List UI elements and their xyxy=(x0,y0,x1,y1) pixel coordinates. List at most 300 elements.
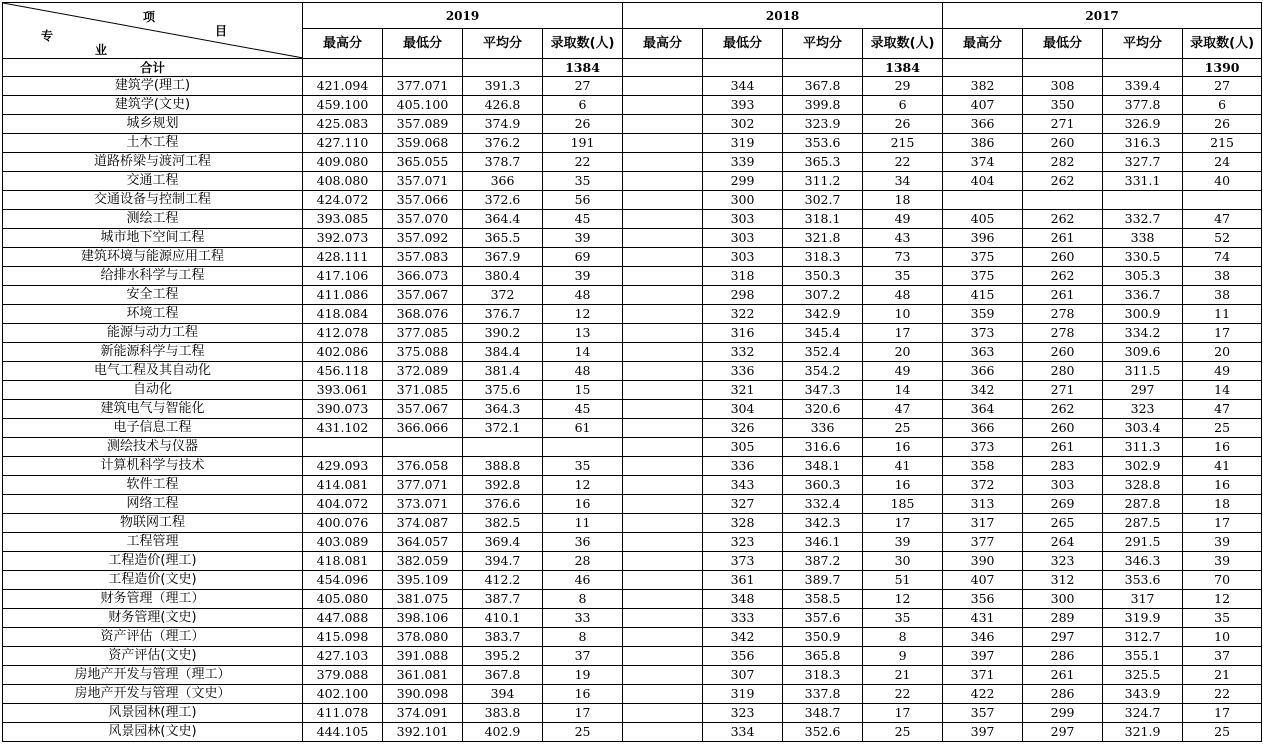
score-cell xyxy=(623,362,703,381)
score-cell: 305 xyxy=(703,438,783,457)
score-cell: 6 xyxy=(1183,96,1262,115)
score-cell: 336 xyxy=(703,362,783,381)
score-cell: 350.9 xyxy=(783,628,863,647)
score-cell: 323 xyxy=(703,704,783,723)
score-cell: 373 xyxy=(703,552,783,571)
score-cell: 262 xyxy=(1023,172,1103,191)
score-cell: 373 xyxy=(943,324,1023,343)
score-cell: 260 xyxy=(1023,134,1103,153)
score-cell: 18 xyxy=(1183,495,1262,514)
score-cell xyxy=(463,438,543,457)
score-cell: 328 xyxy=(703,514,783,533)
score-cell: 427.110 xyxy=(303,134,383,153)
score-cell: 302.7 xyxy=(783,191,863,210)
score-cell: 367.9 xyxy=(463,248,543,267)
major-name: 电气工程及其自动化 xyxy=(3,362,303,381)
score-cell: 318.3 xyxy=(783,666,863,685)
score-cell: 17 xyxy=(863,514,943,533)
score-cell: 16 xyxy=(863,438,943,457)
score-cell: 319 xyxy=(703,685,783,704)
score-cell: 359 xyxy=(943,305,1023,324)
score-cell: 37 xyxy=(543,647,623,666)
score-cell: 16 xyxy=(543,495,623,514)
score-cell: 360.3 xyxy=(783,476,863,495)
score-cell xyxy=(623,343,703,362)
score-cell: 11 xyxy=(543,514,623,533)
table-row xyxy=(3,96,1262,115)
table-row xyxy=(3,191,1262,210)
score-cell: 16 xyxy=(1183,476,1262,495)
admission-scores-table xyxy=(2,2,1262,742)
score-cell xyxy=(623,552,703,571)
score-cell: 39 xyxy=(1183,533,1262,552)
score-cell: 327.7 xyxy=(1103,153,1183,172)
score-cell: 12 xyxy=(543,305,623,324)
score-cell: 39 xyxy=(1183,552,1262,571)
score-cell: 431 xyxy=(943,609,1023,628)
score-cell: 278 xyxy=(1023,305,1103,324)
score-cell: 374.091 xyxy=(383,704,463,723)
score-cell: 49 xyxy=(1183,362,1262,381)
score-cell: 429.093 xyxy=(303,457,383,476)
score-cell xyxy=(623,609,703,628)
score-cell xyxy=(623,514,703,533)
major-name: 土木工程 xyxy=(3,134,303,153)
score-cell: 428.111 xyxy=(303,248,383,267)
score-cell: 372 xyxy=(943,476,1023,495)
score-cell: 333 xyxy=(703,609,783,628)
score-cell: 338 xyxy=(1103,229,1183,248)
table-row xyxy=(3,552,1262,571)
score-cell: 414.081 xyxy=(303,476,383,495)
score-cell: 366.073 xyxy=(383,267,463,286)
score-cell: 25 xyxy=(1183,419,1262,438)
score-cell: 10 xyxy=(863,305,943,324)
score-cell: 12 xyxy=(543,476,623,495)
major-name: 财务管理(文史) xyxy=(3,609,303,628)
score-cell: 344 xyxy=(703,77,783,96)
score-cell: 382 xyxy=(943,77,1023,96)
score-cell: 410.1 xyxy=(463,609,543,628)
score-cell: 337.8 xyxy=(783,685,863,704)
major-name: 计算机科学与技术 xyxy=(3,457,303,476)
score-cell: 324.7 xyxy=(1103,704,1183,723)
col-header-max-2018: 最高分 xyxy=(623,29,703,59)
score-cell: 342 xyxy=(943,381,1023,400)
score-cell: 377.071 xyxy=(383,77,463,96)
score-cell: 26 xyxy=(863,115,943,134)
score-cell: 261 xyxy=(1023,286,1103,305)
score-cell: 323 xyxy=(703,533,783,552)
score-cell: 332.4 xyxy=(783,495,863,514)
score-cell: 339.4 xyxy=(1103,77,1183,96)
score-cell xyxy=(623,685,703,704)
col-header-avg-2019: 平均分 xyxy=(463,29,543,59)
score-cell: 348.1 xyxy=(783,457,863,476)
score-cell: 74 xyxy=(1183,248,1262,267)
score-cell: 326 xyxy=(703,419,783,438)
score-cell: 33 xyxy=(543,609,623,628)
major-name: 工程造价(文史) xyxy=(3,571,303,590)
score-cell: 364.057 xyxy=(383,533,463,552)
score-cell: 287.8 xyxy=(1103,495,1183,514)
score-cell: 358.5 xyxy=(783,590,863,609)
table-row xyxy=(3,153,1262,172)
score-cell: 321.8 xyxy=(783,229,863,248)
score-cell: 11 xyxy=(1183,305,1262,324)
score-cell: 51 xyxy=(863,571,943,590)
score-cell: 312.7 xyxy=(1103,628,1183,647)
score-cell: 17 xyxy=(1183,514,1262,533)
score-cell: 375.6 xyxy=(463,381,543,400)
score-cell: 17 xyxy=(543,704,623,723)
score-cell: 353.6 xyxy=(1103,571,1183,590)
score-cell: 49 xyxy=(863,362,943,381)
table-row xyxy=(3,77,1262,96)
score-cell: 48 xyxy=(543,286,623,305)
score-cell xyxy=(1183,191,1262,210)
score-cell: 25 xyxy=(863,723,943,742)
table-row xyxy=(3,267,1262,286)
score-cell: 262 xyxy=(1023,400,1103,419)
score-cell: 372.089 xyxy=(383,362,463,381)
score-cell: 402.9 xyxy=(463,723,543,742)
score-cell: 392.073 xyxy=(303,229,383,248)
score-cell xyxy=(623,115,703,134)
score-cell: 348.7 xyxy=(783,704,863,723)
score-cell: 39 xyxy=(543,267,623,286)
score-cell: 302 xyxy=(703,115,783,134)
score-cell: 397 xyxy=(943,723,1023,742)
score-cell: 27 xyxy=(1183,77,1262,96)
score-cell: 386 xyxy=(943,134,1023,153)
score-cell: 299 xyxy=(703,172,783,191)
table-row xyxy=(3,172,1262,191)
score-cell: 447.088 xyxy=(303,609,383,628)
score-cell: 8 xyxy=(863,628,943,647)
score-cell: 261 xyxy=(1023,438,1103,457)
score-cell: 35 xyxy=(543,457,623,476)
score-cell: 289 xyxy=(1023,609,1103,628)
score-cell: 353.6 xyxy=(783,134,863,153)
score-cell: 427.103 xyxy=(303,647,383,666)
score-cell: 346.3 xyxy=(1103,552,1183,571)
score-cell: 308 xyxy=(1023,77,1103,96)
score-cell: 70 xyxy=(1183,571,1262,590)
score-cell: 374.087 xyxy=(383,514,463,533)
score-cell xyxy=(623,210,703,229)
score-cell: 354.2 xyxy=(783,362,863,381)
score-cell: 26 xyxy=(1183,115,1262,134)
table-row xyxy=(3,647,1262,666)
total-count-2019: 1384 xyxy=(543,59,623,77)
score-cell: 382.5 xyxy=(463,514,543,533)
score-cell: 36 xyxy=(543,533,623,552)
score-cell: 41 xyxy=(863,457,943,476)
total-label: 合计 xyxy=(3,59,303,77)
score-cell: 261 xyxy=(1023,666,1103,685)
score-cell xyxy=(623,153,703,172)
score-cell: 343 xyxy=(703,476,783,495)
score-cell: 403.089 xyxy=(303,533,383,552)
score-cell: 364 xyxy=(943,400,1023,419)
score-cell: 300 xyxy=(703,191,783,210)
score-cell: 215 xyxy=(863,134,943,153)
col-header-max-2017: 最高分 xyxy=(943,29,1023,59)
score-cell: 384.4 xyxy=(463,343,543,362)
major-name: 能源与动力工程 xyxy=(3,324,303,343)
score-cell: 311.2 xyxy=(783,172,863,191)
score-cell: 185 xyxy=(863,495,943,514)
score-cell: 269 xyxy=(1023,495,1103,514)
major-name: 软件工程 xyxy=(3,476,303,495)
major-name: 建筑学(理工) xyxy=(3,77,303,96)
score-cell: 405 xyxy=(943,210,1023,229)
score-cell: 407 xyxy=(943,571,1023,590)
score-cell: 317 xyxy=(943,514,1023,533)
score-cell: 408.080 xyxy=(303,172,383,191)
table-row xyxy=(3,723,1262,742)
score-cell: 404.072 xyxy=(303,495,383,514)
score-cell: 411.078 xyxy=(303,704,383,723)
score-cell: 394 xyxy=(463,685,543,704)
score-cell: 319.9 xyxy=(1103,609,1183,628)
score-cell: 56 xyxy=(543,191,623,210)
score-cell: 366 xyxy=(943,362,1023,381)
table-row xyxy=(3,400,1262,419)
score-cell: 454.096 xyxy=(303,571,383,590)
score-cell: 52 xyxy=(1183,229,1262,248)
score-cell: 323 xyxy=(1023,552,1103,571)
score-cell: 318.1 xyxy=(783,210,863,229)
major-name: 建筑学(文史) xyxy=(3,96,303,115)
major-name: 财务管理（理工） xyxy=(3,590,303,609)
score-cell: 6 xyxy=(863,96,943,115)
score-cell: 339 xyxy=(703,153,783,172)
score-cell xyxy=(623,571,703,590)
score-cell: 10 xyxy=(1183,628,1262,647)
score-cell: 346 xyxy=(943,628,1023,647)
col-header-min-2017: 最低分 xyxy=(1023,29,1103,59)
score-cell: 417.106 xyxy=(303,267,383,286)
score-cell: 375 xyxy=(943,248,1023,267)
score-cell: 365.8 xyxy=(783,647,863,666)
score-cell xyxy=(623,134,703,153)
score-cell: 304 xyxy=(703,400,783,419)
score-cell: 16 xyxy=(1183,438,1262,457)
score-cell: 271 xyxy=(1023,381,1103,400)
score-cell: 316.3 xyxy=(1103,134,1183,153)
table-row xyxy=(3,609,1262,628)
score-cell xyxy=(543,438,623,457)
major-name: 建筑电气与智能化 xyxy=(3,400,303,419)
table-row xyxy=(3,514,1262,533)
table-row xyxy=(3,362,1262,381)
table-row xyxy=(3,286,1262,305)
score-cell: 390.2 xyxy=(463,324,543,343)
major-name: 建筑环境与能源应用工程 xyxy=(3,248,303,267)
score-cell: 418.084 xyxy=(303,305,383,324)
score-cell: 415.098 xyxy=(303,628,383,647)
score-cell: 331.1 xyxy=(1103,172,1183,191)
major-name: 交通设备与控制工程 xyxy=(3,191,303,210)
score-cell: 342.3 xyxy=(783,514,863,533)
score-cell: 14 xyxy=(543,343,623,362)
score-cell: 332 xyxy=(703,343,783,362)
col-header-avg-2018: 平均分 xyxy=(783,29,863,59)
score-cell: 278 xyxy=(1023,324,1103,343)
major-name: 交通工程 xyxy=(3,172,303,191)
score-cell: 381.4 xyxy=(463,362,543,381)
score-cell: 404 xyxy=(943,172,1023,191)
score-cell xyxy=(623,381,703,400)
major-name: 环境工程 xyxy=(3,305,303,324)
score-cell: 45 xyxy=(543,400,623,419)
score-cell: 376.6 xyxy=(463,495,543,514)
score-cell: 22 xyxy=(863,685,943,704)
table-row xyxy=(3,685,1262,704)
score-cell: 376.2 xyxy=(463,134,543,153)
score-cell: 444.105 xyxy=(303,723,383,742)
score-cell: 49 xyxy=(863,210,943,229)
score-cell: 373 xyxy=(943,438,1023,457)
table-row xyxy=(3,134,1262,153)
score-cell: 47 xyxy=(863,400,943,419)
major-name: 给排水科学与工程 xyxy=(3,267,303,286)
score-cell: 365.5 xyxy=(463,229,543,248)
score-cell: 35 xyxy=(543,172,623,191)
score-cell: 319 xyxy=(703,134,783,153)
score-cell: 359.068 xyxy=(383,134,463,153)
score-cell: 332.7 xyxy=(1103,210,1183,229)
score-cell: 19 xyxy=(543,666,623,685)
score-cell: 22 xyxy=(543,153,623,172)
score-cell: 291.5 xyxy=(1103,533,1183,552)
table-row xyxy=(3,324,1262,343)
score-cell: 326.9 xyxy=(1103,115,1183,134)
score-cell: 357.089 xyxy=(383,115,463,134)
year-header-2017: 2017 xyxy=(943,3,1262,29)
score-cell: 311.5 xyxy=(1103,362,1183,381)
score-cell: 325.5 xyxy=(1103,666,1183,685)
score-cell: 303.4 xyxy=(1103,419,1183,438)
score-cell: 336 xyxy=(703,457,783,476)
score-cell: 303 xyxy=(1023,476,1103,495)
table-row xyxy=(3,343,1262,362)
score-cell: 431.102 xyxy=(303,419,383,438)
score-cell: 35 xyxy=(863,267,943,286)
score-cell: 43 xyxy=(863,229,943,248)
score-cell: 412.078 xyxy=(303,324,383,343)
score-cell: 45 xyxy=(543,210,623,229)
score-cell: 14 xyxy=(863,381,943,400)
score-cell: 367.8 xyxy=(463,666,543,685)
score-cell: 286 xyxy=(1023,647,1103,666)
score-cell: 367.8 xyxy=(783,77,863,96)
score-cell: 47 xyxy=(1183,400,1262,419)
score-cell: 323 xyxy=(1103,400,1183,419)
score-cell: 318 xyxy=(703,267,783,286)
score-cell: 412.2 xyxy=(463,571,543,590)
table-row xyxy=(3,438,1262,457)
score-cell: 350.3 xyxy=(783,267,863,286)
score-cell: 371 xyxy=(943,666,1023,685)
score-cell: 346.1 xyxy=(783,533,863,552)
score-cell: 21 xyxy=(1183,666,1262,685)
total-count-2018: 1384 xyxy=(863,59,943,77)
score-cell: 387.7 xyxy=(463,590,543,609)
major-name: 工程造价(理工) xyxy=(3,552,303,571)
score-cell: 402.086 xyxy=(303,343,383,362)
score-cell: 382.059 xyxy=(383,552,463,571)
score-cell: 30 xyxy=(863,552,943,571)
score-cell: 375.088 xyxy=(383,343,463,362)
score-cell xyxy=(383,438,463,457)
score-cell: 364.3 xyxy=(463,400,543,419)
score-cell: 376.058 xyxy=(383,457,463,476)
score-cell: 299 xyxy=(1023,704,1103,723)
score-cell: 9 xyxy=(863,647,943,666)
major-name: 城乡规划 xyxy=(3,115,303,134)
score-cell: 336.7 xyxy=(1103,286,1183,305)
score-cell: 25 xyxy=(863,419,943,438)
score-cell: 262 xyxy=(1023,210,1103,229)
score-cell: 300 xyxy=(1023,590,1103,609)
score-cell: 377.085 xyxy=(383,324,463,343)
score-cell: 303 xyxy=(703,229,783,248)
score-cell: 393.061 xyxy=(303,381,383,400)
score-cell: 426.8 xyxy=(463,96,543,115)
score-cell: 61 xyxy=(543,419,623,438)
table-row xyxy=(3,571,1262,590)
score-cell xyxy=(623,191,703,210)
major-name: 网络工程 xyxy=(3,495,303,514)
score-cell xyxy=(623,495,703,514)
score-cell: 366 xyxy=(463,172,543,191)
major-name: 电子信息工程 xyxy=(3,419,303,438)
score-cell xyxy=(623,419,703,438)
score-cell: 37 xyxy=(1183,647,1262,666)
table-row xyxy=(3,590,1262,609)
score-cell: 424.072 xyxy=(303,191,383,210)
score-cell: 321 xyxy=(703,381,783,400)
score-cell: 265 xyxy=(1023,514,1103,533)
score-cell: 320.6 xyxy=(783,400,863,419)
score-cell: 20 xyxy=(1183,343,1262,362)
major-name: 风景园林(理工) xyxy=(3,704,303,723)
table-row xyxy=(3,476,1262,495)
score-cell: 13 xyxy=(543,324,623,343)
score-cell: 300.9 xyxy=(1103,305,1183,324)
score-cell: 318.3 xyxy=(783,248,863,267)
score-cell xyxy=(623,476,703,495)
major-name: 物联网工程 xyxy=(3,514,303,533)
score-cell xyxy=(623,533,703,552)
header-corner-cell xyxy=(3,3,303,59)
score-cell: 393 xyxy=(703,96,783,115)
score-cell: 376.7 xyxy=(463,305,543,324)
score-cell: 415 xyxy=(943,286,1023,305)
score-cell xyxy=(1023,191,1103,210)
table-row xyxy=(3,533,1262,552)
score-cell: 357.083 xyxy=(383,248,463,267)
score-cell: 260 xyxy=(1023,248,1103,267)
score-cell: 8 xyxy=(543,590,623,609)
score-cell: 311.3 xyxy=(1103,438,1183,457)
score-cell: 260 xyxy=(1023,419,1103,438)
score-cell: 286 xyxy=(1023,685,1103,704)
score-cell: 369.4 xyxy=(463,533,543,552)
